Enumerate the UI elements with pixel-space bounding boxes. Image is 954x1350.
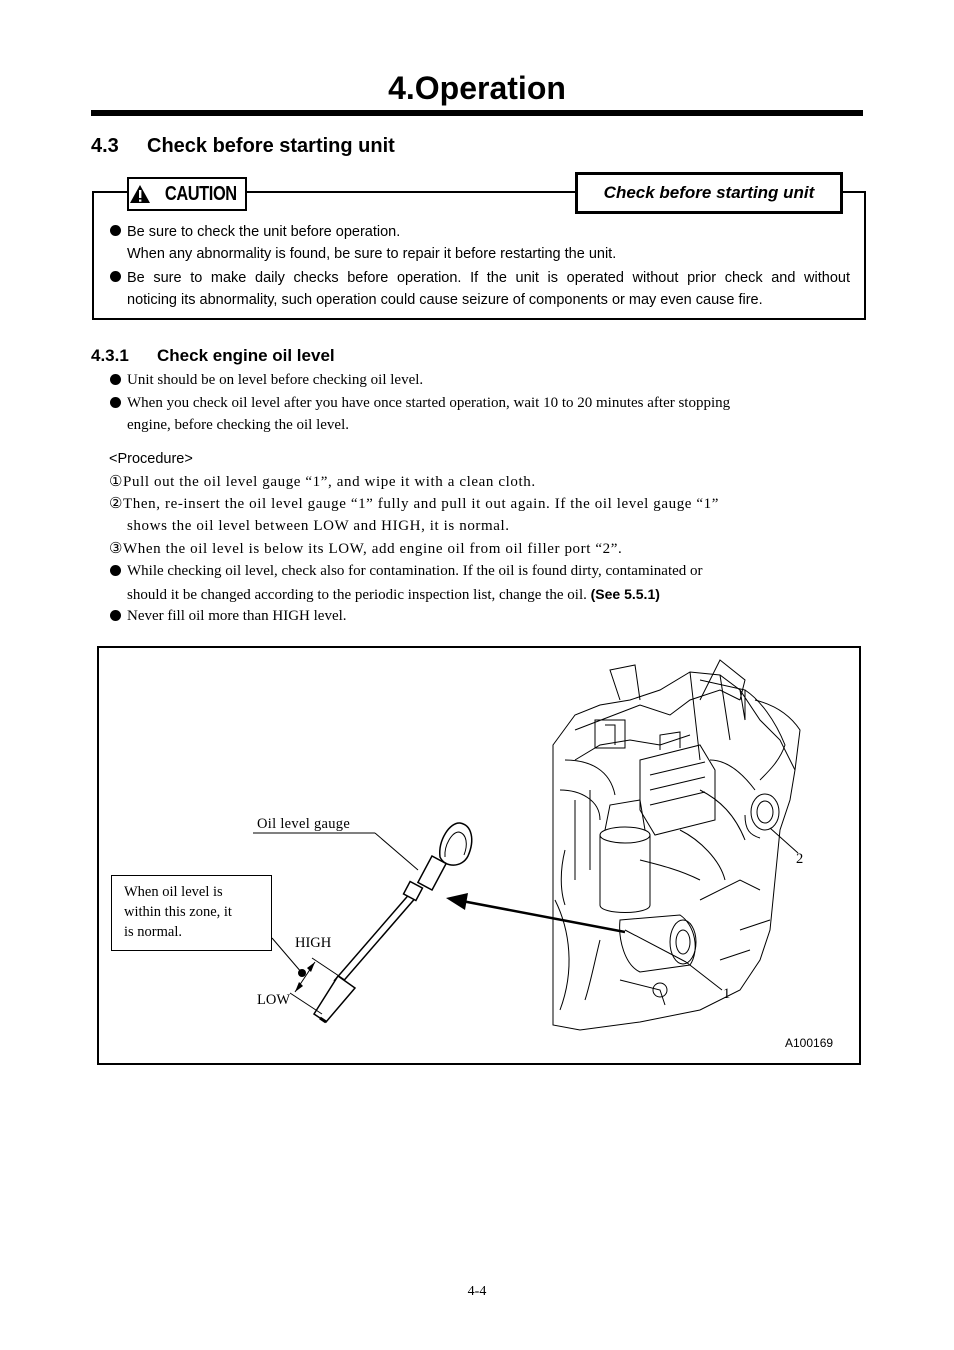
- page-number: 4-4: [467, 1284, 487, 1299]
- zone-note-line-2: within this zone, it: [124, 904, 232, 920]
- zone-note-box: [111, 875, 272, 951]
- callout-2-leader: [770, 828, 798, 853]
- subsection-title: Check engine oil level: [157, 346, 335, 365]
- see-reference: (See 5.5.1): [590, 586, 660, 602]
- figure-code: A100169: [785, 1036, 834, 1050]
- procedure-step-3: ③When the oil level is below its LOW, add engine oil from oil filler port “2”.: [109, 541, 623, 557]
- low-mark-line: [290, 993, 322, 1014]
- engine-illustration: [553, 660, 800, 1030]
- caution-bullet-2-line-2: noticing its abnormality, such operation could cause seizure of components or may even cause fire.: [127, 292, 763, 308]
- contamination-note-text: should it be changed according to the periodic inspection list, change the oil.: [127, 587, 587, 603]
- callout-2: 2: [796, 851, 804, 867]
- procedure-step-2-line-1: ②Then, re-insert the oil level gauge “1” fully and pull it out again. If the oil level gauge “1”: [109, 496, 720, 512]
- procedure-label: <Procedure>: [109, 451, 193, 467]
- dimension-arrow-top: [307, 962, 315, 972]
- subsection-number: 4.3.1: [91, 346, 129, 365]
- arrow-head: [446, 893, 468, 910]
- dimension-arrow-bottom: [295, 982, 303, 992]
- caution-word: CAUTION: [165, 182, 237, 205]
- caution-box-title: Check before starting unit: [575, 172, 843, 214]
- procedure-step-2-line-2: shows the oil level between LOW and HIGH, it is normal.: [127, 518, 510, 534]
- wait-bullet-line-1: When you check oil level after you have once started operation, wait 10 to 20 minutes after stopping: [127, 395, 731, 411]
- high-label: HIGH: [295, 935, 332, 951]
- dipstick: [314, 823, 472, 1022]
- wait-bullet-line-2: engine, before checking the oil level.: [127, 417, 349, 433]
- zone-note-line-3: is normal.: [124, 924, 182, 940]
- caution-bullet-1-line-1: Be sure to check the unit before operation.: [127, 224, 401, 240]
- caution-bullet-1-line-2: When any abnormality is found, be sure to repair it before restarting the unit.: [127, 246, 617, 262]
- caution-bullet-2-line-1: Be sure to make daily checks before operation. If the unit is operated without prior check and without: [127, 270, 850, 286]
- contamination-note-line-1: While checking oil level, check also for contamination. If the oil is found dirty, contaminated or: [127, 563, 703, 579]
- gauge-label: Oil level gauge: [257, 816, 351, 832]
- low-label: LOW: [257, 992, 291, 1008]
- callout-1-leader: [686, 962, 722, 990]
- zone-note-line-1: When oil level is: [124, 884, 223, 900]
- procedure-step-1: ①Pull out the oil level gauge “1”, and wipe it with a clean cloth.: [109, 474, 536, 490]
- gauge-label-leader: [375, 833, 418, 870]
- page-title: 4.Operation: [388, 70, 566, 106]
- level-bullet-line-1: Unit should be on level before checking oil level.: [127, 372, 424, 388]
- never-fill-note: Never fill oil more than HIGH level.: [127, 608, 347, 624]
- section-number: 4.3: [91, 135, 119, 157]
- high-mark-line: [312, 958, 345, 980]
- section-title: Check before starting unit: [147, 135, 395, 157]
- callout-1: 1: [723, 986, 731, 1002]
